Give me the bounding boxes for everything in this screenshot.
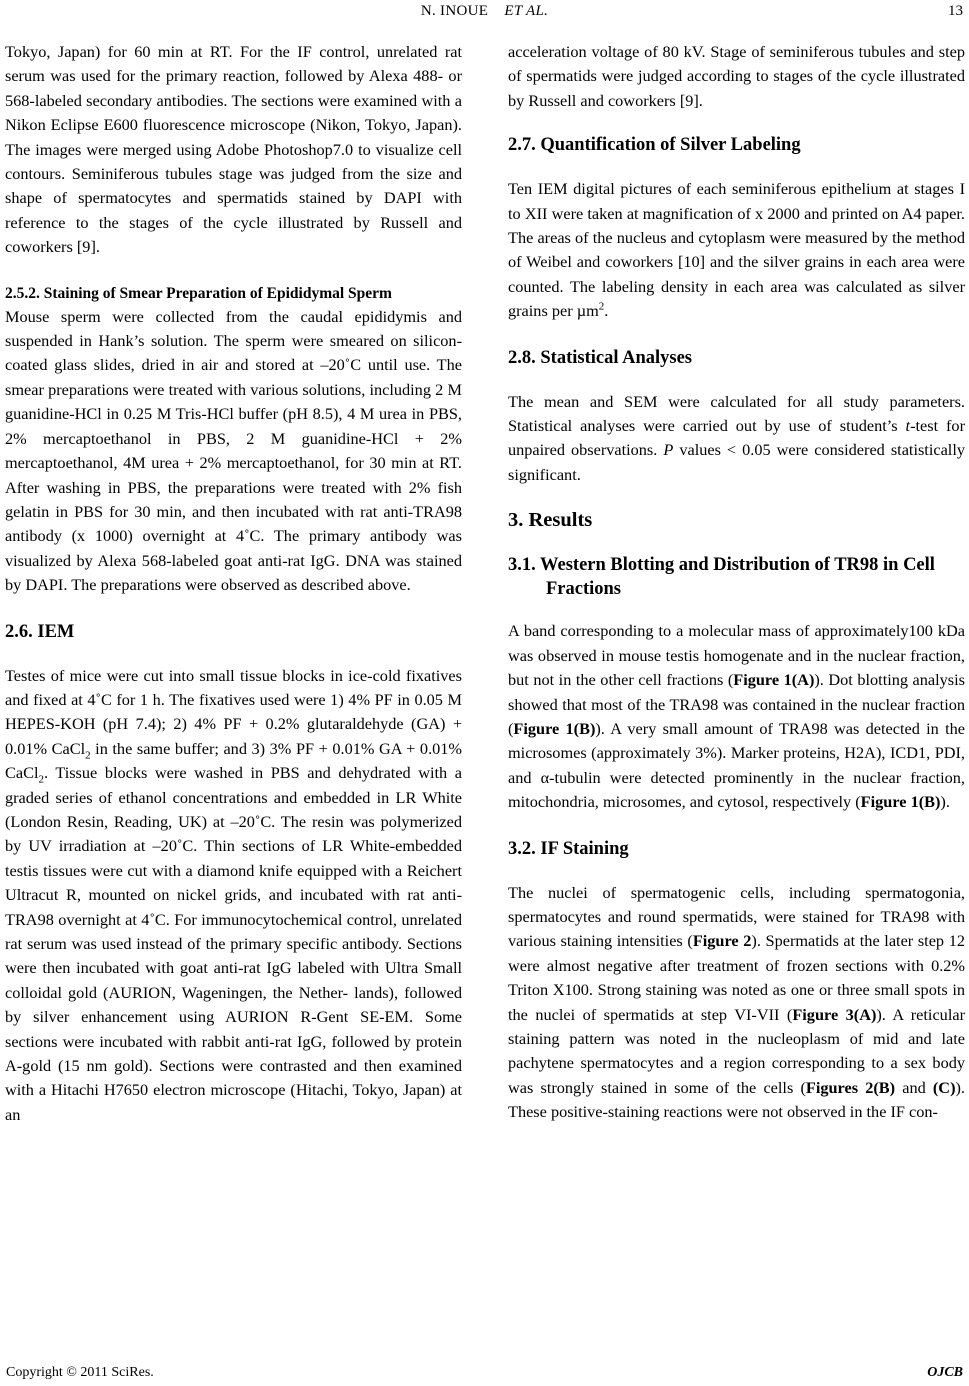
paragraph-statistics: The mean and SEM were calculated for all study parameters. Statistical analyses were carried out by use of student’s t-test for unpaired observations. P values < 0.05 were considered statistically significant. <box>508 391 965 484</box>
paragraph-if-staining: The nuclei of spermatogenic cells, including spermatogonia, spermatocytes and round spermatids, were stained for TRA98 with various staining intensities (Figure 2). Spermatids at the later step 12 were almost negative after treatment of frozen sections with 0.2% Triton X100. Strong staining was noted as one or three small spots in the nuclei of spermatids at step VI-VII (Figure 3(A)). A reticular staining pattern was noted in the nucleoplasm of mid and late pachytene spermatocytes and a region corresponding to a sex body was strongly stained in some of the cells (Figures 2(B) and (C)). These positive-staining reactions were not observed in the IF con- <box>508 882 965 1122</box>
heading-2-6: 2.6. IEM <box>5 621 75 642</box>
heading-2-7: 2.7. Quantification of Silver Labeling <box>508 135 801 156</box>
footer-journal: OJCB <box>927 1365 963 1380</box>
paragraph-western-blotting: A band corresponding to a molecular mass of approximately100 kDa was observed in mouse testis homogenate and in the nuclear fraction, but not in the other cell fractions (Figure 1(A)). Dot blotting analysis showed that most of the TRA98 was contained in the nuclear fraction (Figure 1(B)). A very small amount of TRA98 was detected in the microsomes (approximately 3%). Marker proteins, H2A), ICD1, PDI, and α-tubulin were detected prominently in the nuclear fraction, mitochondria, microsomes, and cytosol, respectively (Figure 1(B)). <box>508 621 966 812</box>
paragraph-if-control: Tokyo, Japan) for 60 min at RT. For the IF control, unrelated rat serum was used for the primary reaction, followed by Alexa 488- or 568-labeled secondary antibodies. The sections were examined with a Nikon Eclipse E600 fluorescence microscope (Nikon, Tokyo, Japan). The images were merged using Adobe Photoshop7.0 to visualize cell contours. Seminiferous tubules stage was judged from the size and shape of spermatocytes and spermatids stained by DAPI with reference to the stages of the cycle illustrated by Russell and coworkers [9]. <box>5 42 462 257</box>
heading-3-2: 3.2. IF Staining <box>508 838 629 859</box>
heading-2-8: 2.8. Statistical Analyses <box>508 347 692 368</box>
page-footer <box>0 1365 969 1385</box>
heading-2-5-2: 2.5.2. Staining of Smear Preparation of Epididymal Sperm <box>5 284 392 302</box>
heading-3-results: 3. Results <box>508 509 593 532</box>
footer-copyright: Copyright © 2011 SciRes. <box>6 1365 154 1380</box>
running-title <box>0 3 969 20</box>
header-author: N. INOUE <box>420 3 489 19</box>
header-et-al: ET AL. <box>504 3 549 19</box>
paragraph-iem: Testes of mice were cut into small tissue blocks in ice-cold fixatives and fixed at 4˚C for 1 h. The fixatives used were 1) 4% PF in 0.05 M HEPES-KOH (pH 7.4); 2) 4% PF + 0.2% glutaraldehyde (GA) + 0.01% CaCl$_2$ in the same buffer; and 3) 3% PF + 0.01% GA + 0.01% CaCl$_2$. Tissue blocks were washed in PBS and dehydrated with a graded series of ethanol concentrations and embedded in LR White (London Resin, Reading, UK) at –20˚C. The resin was polymerized by UV irradiation at –20˚C. Thin sections of LR White-embedded testis tissues were cut with a diamond knife equipped with a Reichert Ultracut R, mounted on nickel grids, and incubated with rat anti-TRA98 overnight at 4˚C. For immunocytochemical control, unrelated rat serum was used instead of the primary specific antibody. Sections were then incubated with goat anti-rat IgG labeled with Ultra Small colloidal gold (AURION, Wageningen, the Nether- lands), followed by silver enhancement using AURION R-Gent SE-EM. Some sections were incubated with rabbit anti-rat IgG, followed by protein A-gold (15 nm gold). Sections were contrasted and then examined with a Hitachi H7650 electron microscope (Hitachi, Tokyo, Japan) at an <box>5 665 462 1124</box>
page-number: 13 <box>948 3 963 19</box>
paragraph-smear-preparation: Mouse sperm were collected from the caudal epididymis and suspended in Hank’s solution. The sperm were smeared on silicon-coated glass slides, dried in air and stored at –20˚C until use. The smear preparations were treated with various solutions, including 2 M guanidine-HCl in 0.25 M Tris-HCl buffer (pH 8.5), 4 M urea in PBS, 2% mercaptoethanol in PBS, 2 M guanidine-HCl + 2% mercaptoethanol, 4M urea + 2% mercaptoethanol, for 30 min at RT. After washing in PBS, the preparations were treated with 2% fish gelatin in PBS for 30 min, and then incubated with rat anti-TRA98 antibody (x 1000) overnight at 4˚C. The primary antibody was visualized by Alexa 568-labeled goat anti-rat IgG. DNA was stained by DAPI. The preparations were observed as described above. <box>5 306 462 595</box>
running-header <box>0 0 969 24</box>
heading-3-1: 3.1. Western Blotting and Distribution of TR98 in Cell Fractions <box>508 555 935 600</box>
left-column <box>5 40 462 1127</box>
paragraph-acceleration-voltage: acceleration voltage of 80 kV. Stage of seminiferous tubules and step of spermatids were judged according to stages of the cycle illustrated by Russell and coworkers [9]. <box>508 42 965 110</box>
right-column <box>508 40 965 1125</box>
paragraph-quantification: Ten IEM digital pictures of each seminiferous epithelium at stages I to XII were taken at magnification of x 2000 and printed on A4 paper. The areas of the nucleus and cytoplasm were measured by the method of Weibel and coworkers [10] and the silver grains in each area were counted. The labeling density in each area was calculated as silver grains per µm$^2$. <box>508 179 965 321</box>
